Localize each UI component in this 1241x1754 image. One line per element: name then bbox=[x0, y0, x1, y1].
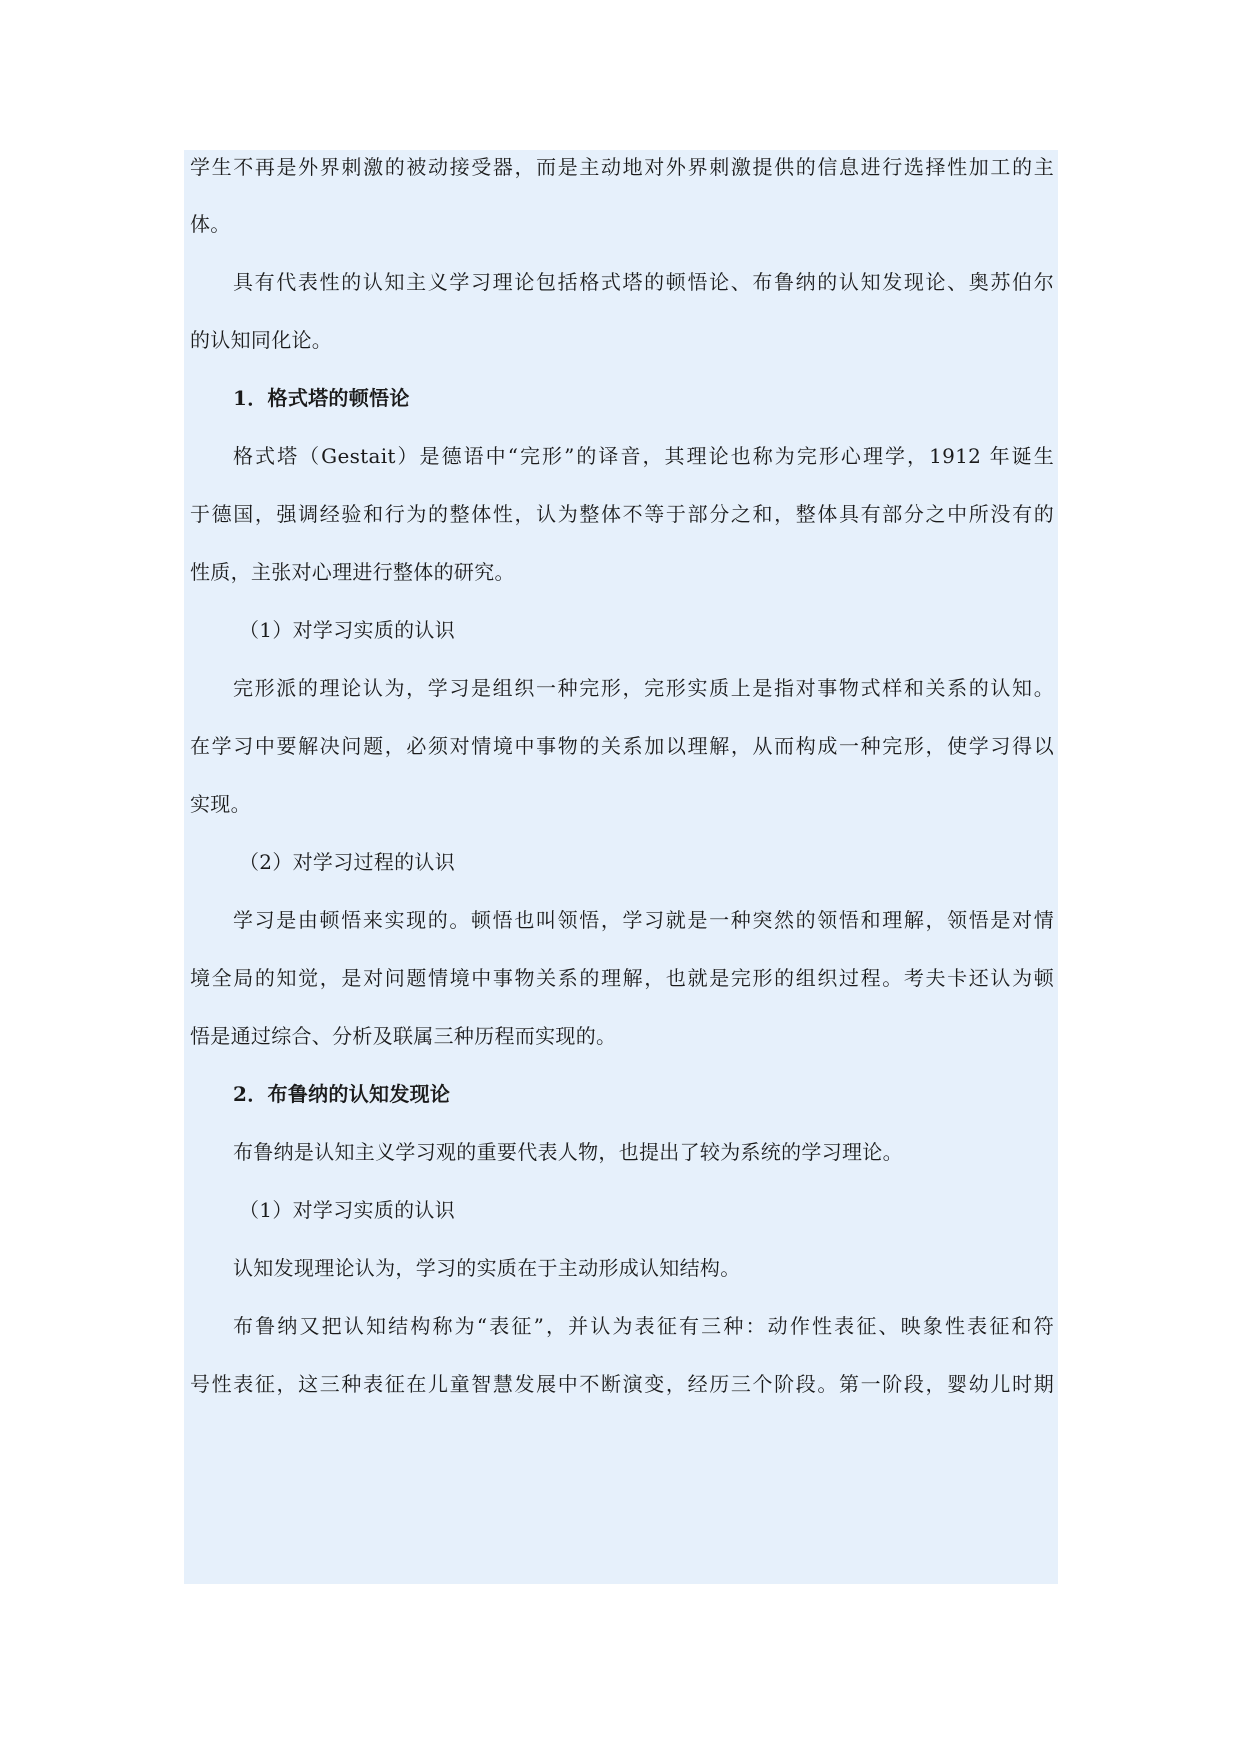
paragraph-line: 体。 bbox=[190, 212, 231, 236]
section-heading: 2．布鲁纳的认知发现论 bbox=[233, 1082, 451, 1106]
paragraph-line: 性质，主张对心理进行整体的研究。 bbox=[190, 560, 515, 584]
paragraph-line: 格式塔（Gestait）是德语中“完形”的译音，其理论也称为完形心理学，1912 年诞生 bbox=[233, 444, 1054, 468]
paragraph-line: 号性表征，这三种表征在儿童智慧发展中不断演变，经历三个阶段。第一阶段，婴幼儿时期 bbox=[190, 1372, 1054, 1396]
subsection-heading: （1）对学习实质的认识 bbox=[239, 618, 456, 642]
subsection-heading: （2）对学习过程的认识 bbox=[239, 850, 456, 874]
highlighted-text-block bbox=[184, 150, 1058, 1584]
section-heading: 1．格式塔的顿悟论 bbox=[233, 386, 410, 410]
paragraph-line: 的认知同化论。 bbox=[190, 328, 333, 352]
paragraph-line: 具有代表性的认知主义学习理论包括格式塔的顿悟论、布鲁纳的认知发现论、奥苏伯尔 bbox=[233, 270, 1054, 294]
paragraph-line: 在学习中要解决问题，必须对情境中事物的关系加以理解，从而构成一种完形，使学习得以 bbox=[190, 734, 1054, 758]
paragraph-line: 布鲁纳是认知主义学习观的重要代表人物，也提出了较为系统的学习理论。 bbox=[233, 1140, 903, 1164]
paragraph-line: 悟是通过综合、分析及联属三种历程而实现的。 bbox=[190, 1024, 617, 1048]
paragraph-line: 认知发现理论认为，学习的实质在于主动形成认知结构。 bbox=[233, 1256, 741, 1280]
paragraph-line: 于德国，强调经验和行为的整体性，认为整体不等于部分之和，整体具有部分之中所没有的 bbox=[190, 502, 1054, 526]
paragraph-line: 境全局的知觉，是对问题情境中事物关系的理解，也就是完形的组织过程。考夫卡还认为顿 bbox=[190, 966, 1054, 990]
paragraph-line: 完形派的理论认为，学习是组织一种完形，完形实质上是指对事物式样和关系的认知。 bbox=[233, 676, 1054, 700]
subsection-heading: （1）对学习实质的认识 bbox=[239, 1198, 456, 1222]
paragraph-line: 实现。 bbox=[190, 792, 251, 816]
paragraph-line: 布鲁纳又把认知结构称为“表征”，并认为表征有三种：动作性表征、映象性表征和符 bbox=[233, 1314, 1054, 1338]
paragraph-line: 学生不再是外界刺激的被动接受器，而是主动地对外界刺激提供的信息进行选择性加工的主 bbox=[190, 155, 1054, 179]
paragraph-line: 学习是由顿悟来实现的。顿悟也叫领悟，学习就是一种突然的领悟和理解，领悟是对情 bbox=[233, 908, 1054, 932]
